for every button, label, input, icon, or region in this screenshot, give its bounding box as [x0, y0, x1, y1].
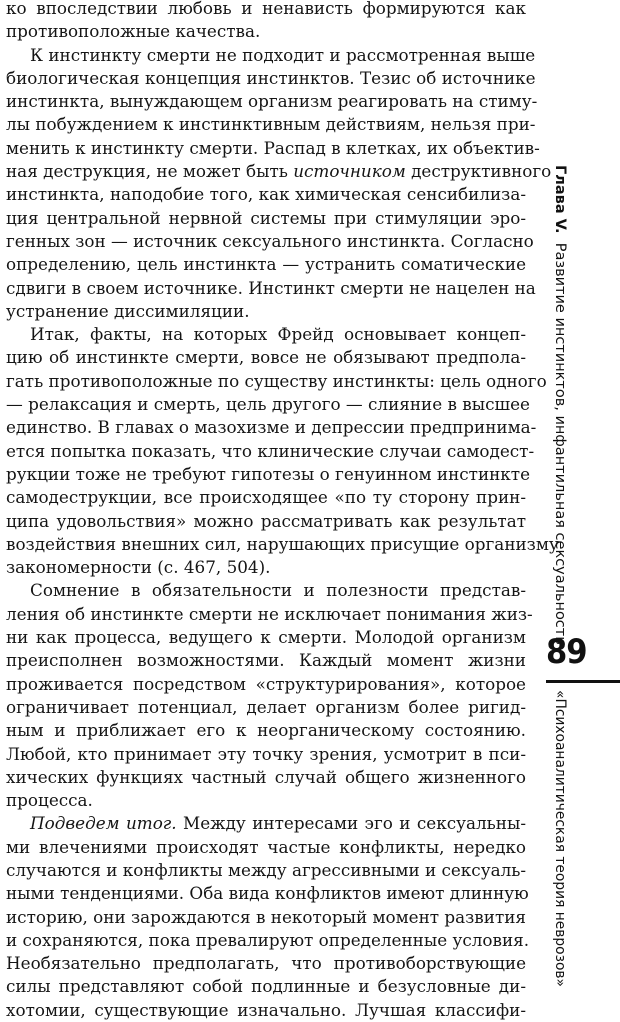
text-run: ципа удовольствия» можно рассматривать как результат [6, 510, 526, 531]
text-run: преисполнен возможностями. Каждый момент жизни [6, 650, 526, 671]
text-line [6, 90, 538, 113]
text-run: ция центральной нервной системы при стимуляции эро- [6, 207, 526, 228]
text-run: историю, они зарождаются в некоторый момент развития [6, 906, 526, 927]
text-line [6, 346, 526, 369]
text-run: генных зон — источник сексуального инстинкта. Согласно [6, 230, 534, 251]
text-line [6, 20, 526, 43]
running-header [551, 165, 569, 645]
text-run: хотомии, существующие изначально. Лучшая классифи- [6, 999, 526, 1020]
text-line [6, 673, 526, 696]
text-line [6, 323, 526, 346]
text-run: самодеструкции, все происходящее «по ту сторону прин- [6, 487, 526, 508]
text-line [6, 137, 540, 160]
text-run: ным и приближает его к неорганическому состоянию. [6, 720, 526, 741]
text-run: силы представляют собой подлинные и безусловные ди- [6, 976, 526, 997]
text-run: инстинкта, наподобие того, как химическая сенсибилиза- [6, 184, 526, 205]
text-line [6, 486, 526, 509]
text-line [6, 183, 526, 206]
text-line [6, 766, 526, 789]
text-line [6, 603, 533, 626]
text-run: ни как процесса, ведущего к смерти. Молодой организм [6, 627, 526, 648]
text-run: ная деструкция, не может быть [6, 161, 294, 182]
text-run: биологическая концепция инстинктов. Тезис об источнике [6, 67, 536, 88]
text-line [6, 230, 534, 253]
text-run: сдвиги в своем источнике. Инстинкт смерти не нацелен на [6, 277, 536, 298]
text-run: ется попытка показать, что клинические случаи самодест- [6, 440, 535, 461]
text-run: хических функциях частный случай общего жизненного [6, 766, 526, 787]
text-run: — релаксация и смерть, цель другого — слияние в высшее [6, 394, 530, 415]
emphasis: источником [293, 161, 406, 182]
text-line [6, 0, 526, 20]
emphasis: Подведем итог. [30, 813, 177, 834]
text-line [6, 975, 526, 998]
text-run: рукции тоже не требуют гипотезы о генуинном инстинкте [6, 463, 531, 484]
text-run: К инстинкту смерти не подходит и рассмотренная выше [30, 44, 536, 65]
page-number: 89 [546, 632, 587, 672]
text-line [6, 67, 536, 90]
text-line [6, 859, 526, 882]
text-line [6, 160, 552, 183]
text-run: воздействия внешних сил, нарушающих присущие организму [6, 533, 559, 554]
text-run: лы побуждением к инстинктивным действиям, нельзя при- [6, 114, 536, 135]
text-run: Сомнение в обязательности и полезности представ- [30, 580, 526, 601]
text-line [6, 277, 536, 300]
text-line [6, 370, 547, 393]
text-run: Между интересами эго и сексуальны- [176, 813, 526, 834]
text-line [6, 44, 536, 67]
text-run: закономерности (с. 467, 504). [6, 557, 271, 578]
book-title: «Психоаналитическая теория неврозов» [552, 690, 568, 987]
text-run: менить к инстинкту смерти. Распад в клетках, их объектив- [6, 137, 540, 158]
body-text [6, 0, 559, 1022]
text-run: процесса. [6, 790, 93, 811]
text-run: ограничивает потенциал, делает организм более ригид- [6, 696, 526, 717]
text-run: инстинкта, вынуждающем организм реагировать на стиму- [6, 91, 538, 112]
text-line [6, 440, 535, 463]
running-footer [551, 690, 569, 1000]
page-number-rule [546, 680, 620, 683]
text-line [6, 649, 526, 672]
text-line [6, 556, 526, 579]
text-run: Итак, факты, на которых Фрейд основывает концеп- [30, 324, 526, 345]
text-line [6, 463, 531, 486]
text-line [6, 626, 526, 649]
text-run: гать противоположные по существу инстинкты: цель одного [6, 370, 547, 391]
text-line [6, 743, 526, 766]
text-run: ными тенденциями. Оба вида конфликтов имеют длинную [6, 883, 529, 904]
text-line [6, 882, 529, 905]
text-line [6, 393, 530, 416]
text-line [6, 253, 526, 276]
text-run: ми влечениями происходят частые конфликты, нередко [6, 836, 526, 857]
text-line [6, 300, 526, 323]
text-run: деструктивного [405, 161, 552, 182]
chapter-title: Развитие инстинктов, инфантильная сексуальность [552, 242, 568, 645]
text-line [6, 696, 526, 719]
text-run: определению, цель инстинкта — устранить соматические [6, 254, 526, 275]
text-line [6, 836, 526, 859]
text-run: устранение диссимиляции. [6, 300, 250, 321]
text-line [6, 416, 537, 439]
text-run: Необязательно предполагать, что противоборствующие [6, 953, 526, 974]
text-line [6, 789, 526, 812]
text-run: Любой, кто принимает эту точку зрения, усмотрит в пси- [6, 743, 526, 764]
text-line [6, 952, 526, 975]
text-line [6, 929, 530, 952]
chapter-label: Глава V. [552, 165, 568, 234]
text-run: ления об инстинкте смерти не исключает понимания жиз- [6, 603, 533, 624]
text-run: цию об инстинкте смерти, вовсе не обязывают предпола- [6, 347, 526, 368]
text-line [6, 719, 526, 742]
text-line [6, 533, 559, 556]
text-line [6, 906, 526, 929]
text-line [6, 579, 526, 602]
text-run: случаются и конфликты между агрессивными и сексуаль- [6, 859, 527, 880]
text-line [6, 207, 526, 230]
text-line [6, 510, 526, 533]
text-line [6, 812, 526, 835]
text-run: противоположные качества. [6, 21, 261, 42]
text-line [6, 999, 526, 1022]
text-run: ко впоследствии любовь и ненависть формируются как [6, 0, 526, 18]
text-line [6, 113, 536, 136]
text-run: проживается посредством «структурирования», которое [6, 673, 526, 694]
text-run: и сохраняются, пока превалируют определенные условия. [6, 929, 530, 950]
text-run: единство. В главах о мазохизме и депрессии предпринима- [6, 417, 537, 438]
